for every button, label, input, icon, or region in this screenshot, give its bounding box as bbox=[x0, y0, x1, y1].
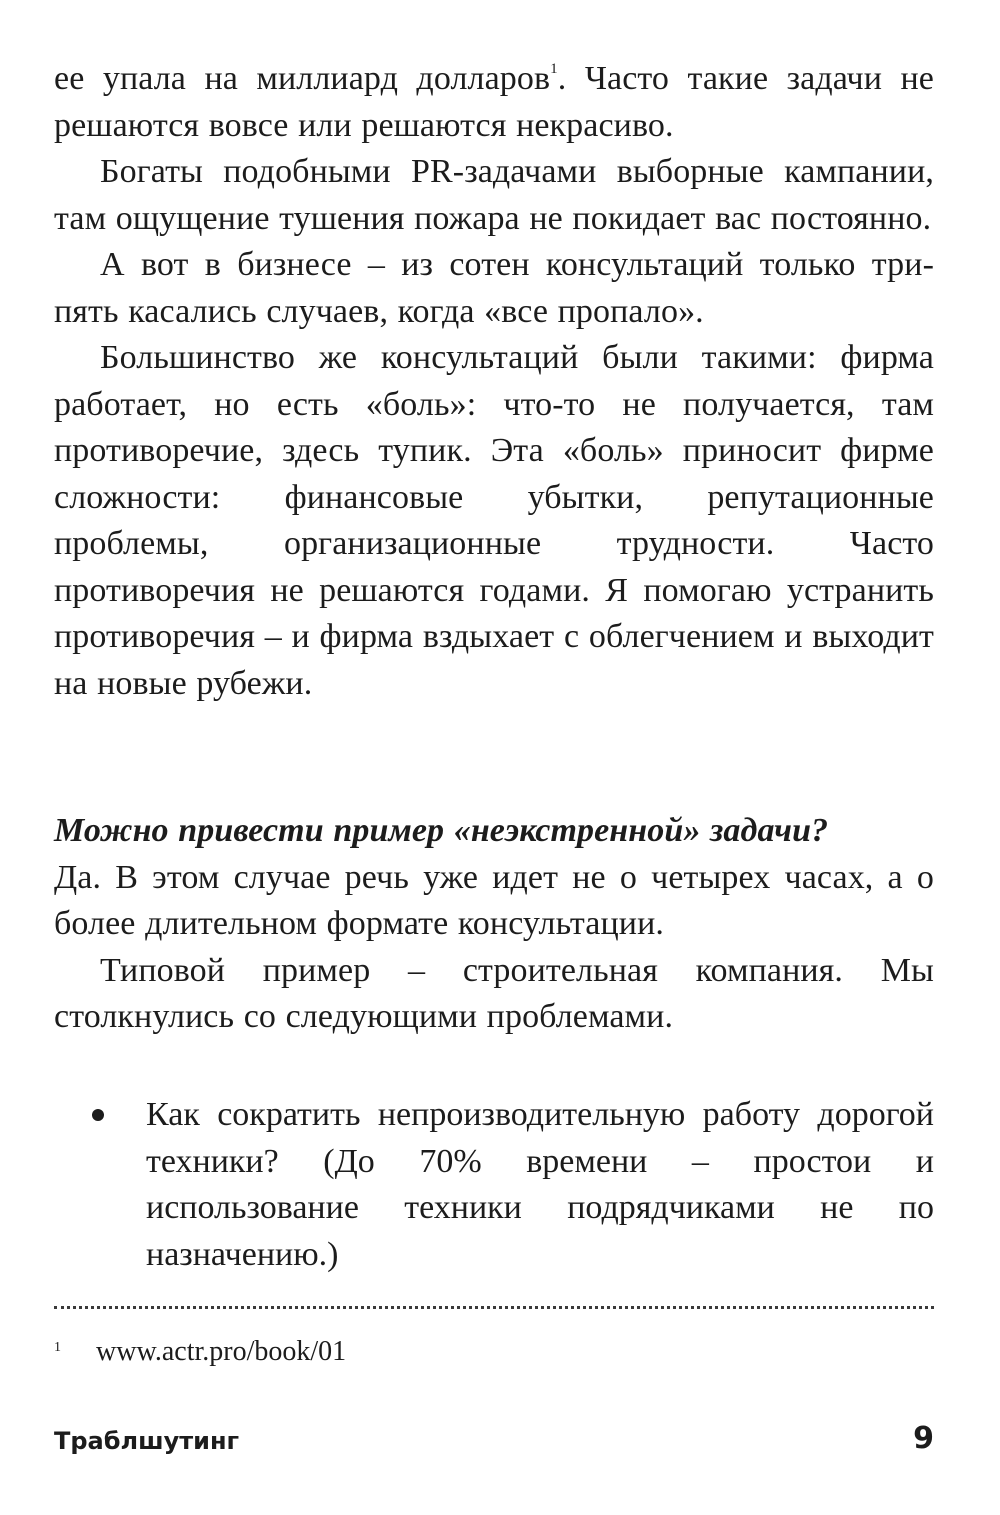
paragraph-1-text: ее упала на миллиард долларов bbox=[54, 60, 551, 97]
footnote-divider bbox=[54, 1306, 934, 1309]
paragraph-3: А вот в бизнесе – из сотен консультаций только три-пять касались случаев, когда «все пропало». bbox=[54, 246, 934, 330]
paragraph-1 bbox=[54, 56, 934, 149]
paragraph-1-tail: . Часто такие задачи не решаются вовсе или решаются некрасиво. bbox=[54, 60, 934, 144]
paragraph-2: Богаты подобными PR-задачами выборные кампании, там ощущение тушения пожара не покидает вас постоянно. bbox=[54, 153, 934, 237]
bullet-list bbox=[100, 1092, 934, 1278]
footnote-mark: 1 bbox=[54, 1340, 61, 1355]
example-paragraph: Типовой пример – строительная компания. Мы столкнулись со следующими проблемами. bbox=[54, 951, 934, 1035]
bullet-icon bbox=[92, 1109, 104, 1121]
footnote bbox=[54, 1335, 346, 1369]
footnote-reference[interactable]: 1 bbox=[550, 61, 558, 77]
list-item-text: Как сократить непроизводительную работу дорогой техники? (До 70% времени – простои и использование техники подрядчиками не по назначению.) bbox=[146, 1096, 934, 1273]
question-section bbox=[54, 808, 934, 1041]
footnote-link[interactable]: www.actr.pro/book/01 bbox=[96, 1336, 347, 1367]
question-heading: Можно привести пример «неэкстренной» задачи? bbox=[54, 812, 829, 849]
body-text bbox=[54, 56, 934, 707]
answer-paragraph: Да. В этом случае речь уже идет не о четырех часах, а о более длительном формате консультации. bbox=[54, 858, 934, 942]
paragraph-4: Большинство же консультаций были такими: фирма работает, но есть «боль»: что-то не получается, там противоречие, здесь тупик. Эта «боль» приносит фирме сложности: финансовые убытки, репутационные проблемы, организационные трудности. Часто противоречия не решаются годами. Я помогаю устранить противоречия – и фирма вздыхает с облегчением и выходит на новые рубежи. bbox=[54, 339, 934, 702]
list-item bbox=[100, 1092, 934, 1278]
page-number: 9 bbox=[913, 1421, 934, 1456]
running-footer-title: Траблшутинг bbox=[54, 1427, 240, 1455]
